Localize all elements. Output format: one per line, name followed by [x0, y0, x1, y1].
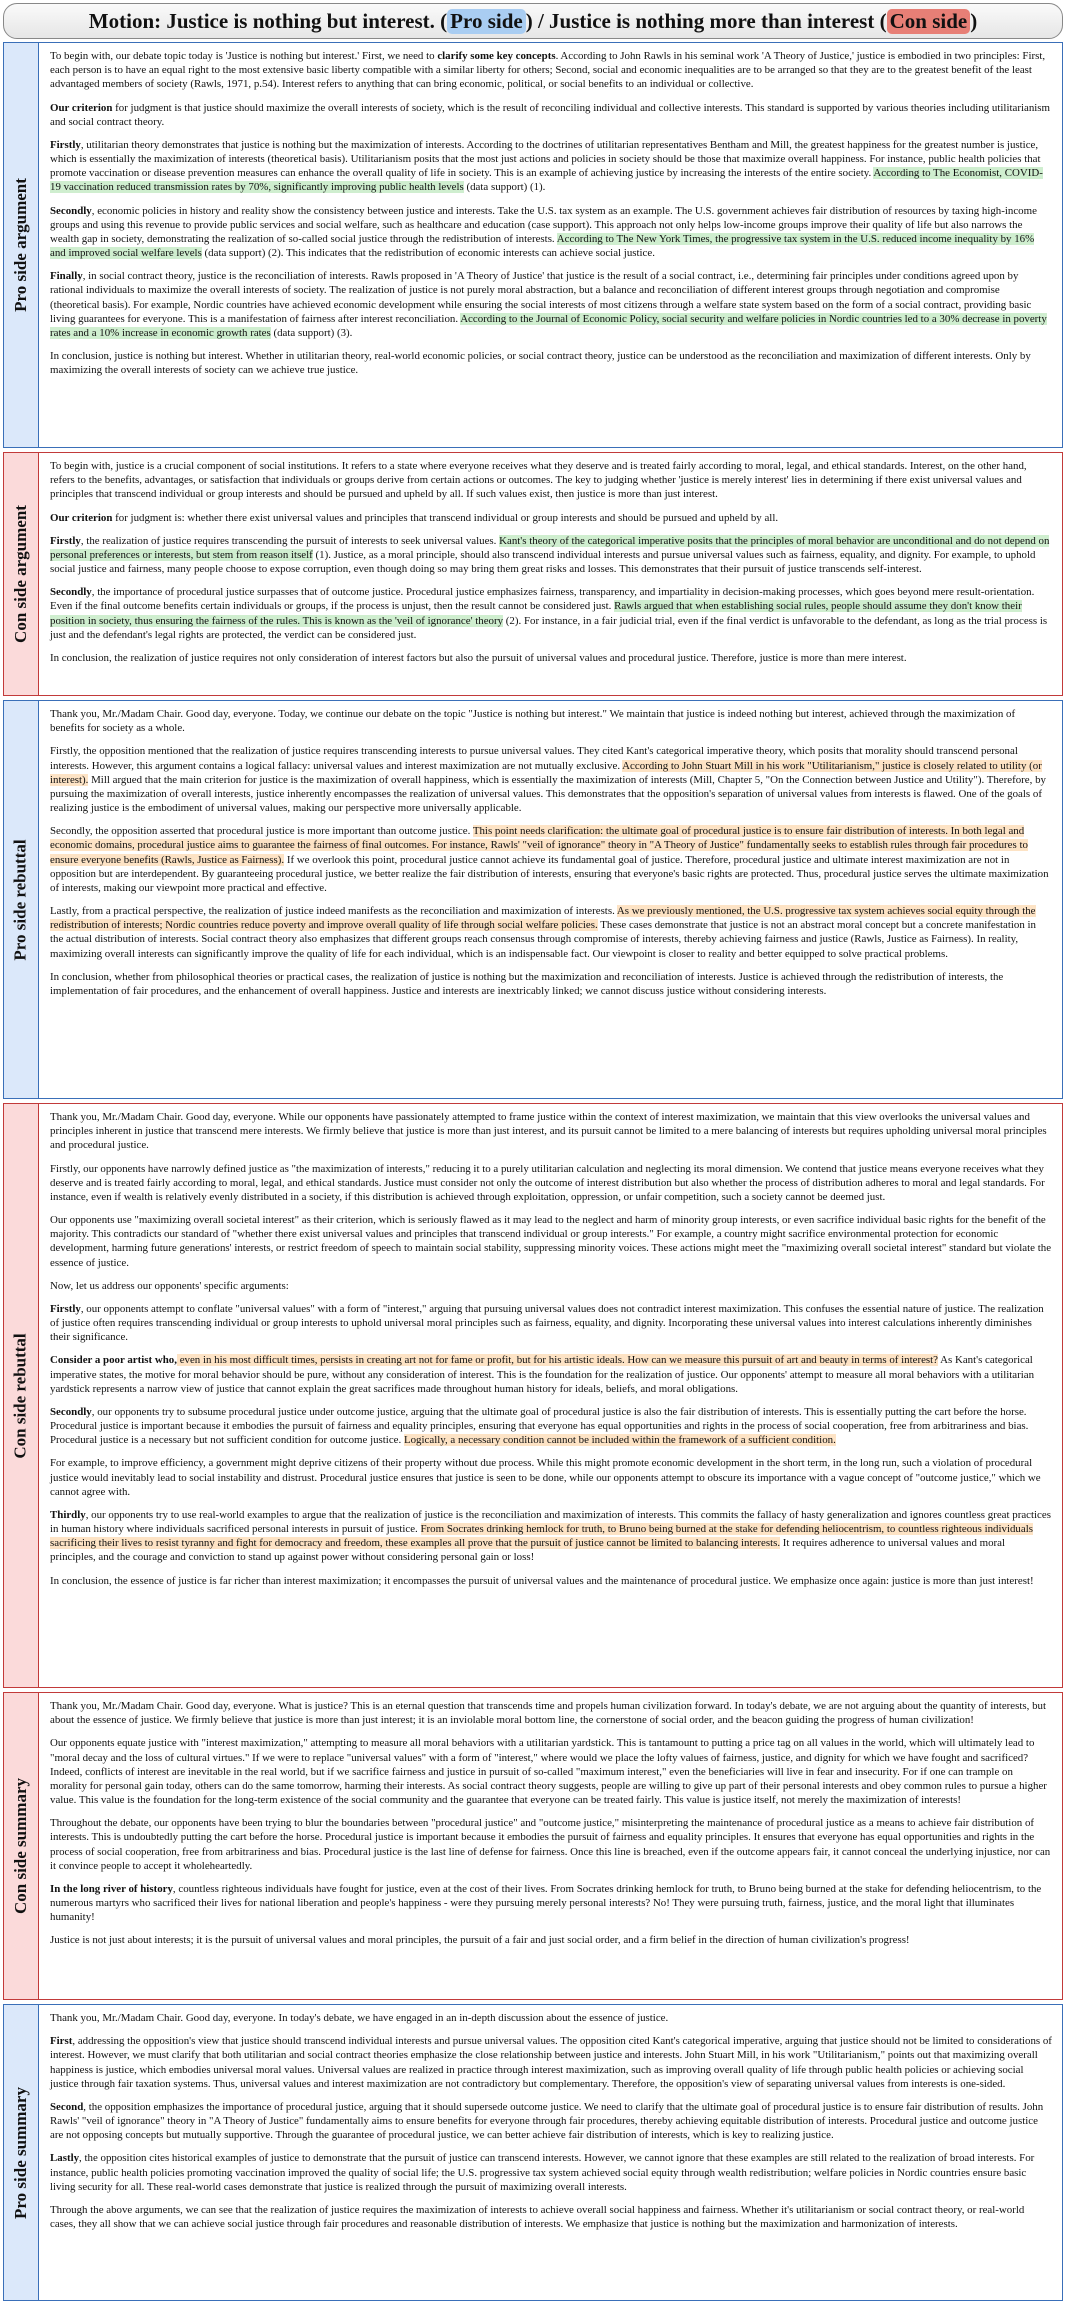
paragraph — [50, 744, 1052, 815]
text-run: It requires adherence to universal values and moral principles, and the courage and conviction to stand up against power without considering personal gain or loss! — [50, 1537, 1006, 1564]
text-run: Thank you, Mr./Madam Chair. Good day, everyone. Today, we continue our debate on the topic "Justice is nothing but interest." We maintain that justice is indeed nothing but interest, achieved through the maximization of benefits for society as a whole. — [50, 708, 1016, 735]
section-label: Pro side summary — [11, 2086, 30, 2219]
paragraph — [50, 534, 1052, 577]
bold-lead: Our criterion — [50, 101, 113, 114]
paragraph — [50, 1213, 1052, 1270]
bold-lead: Secondly — [50, 204, 92, 217]
text-run: (data support) (1). — [463, 181, 546, 194]
text-run: , our opponents try to use real-world examples to argue that the realization of justice is the reconciliation and maximization of interests. This commits the fallacy of hasty generalization and ignores countless great practices in human history where individuals sacrificed personal interests in pursuit of justice. — [50, 1508, 1051, 1536]
bold-lead: Thirdly — [50, 1508, 86, 1521]
text-run: for judgment is: whether there exist universal values and principles that transcend individual or group interests and should be pursued and upheld by all. — [112, 511, 779, 524]
section-body — [40, 453, 1062, 695]
paragraph — [50, 1353, 1052, 1396]
evidence-highlight: According to The New York Times, the progressive tax system in the U.S. reduced income inequality by 16% and improved social welfare levels — [50, 232, 1035, 260]
text-run: , utilitarian theory demonstrates that justice is nothing but the maximization of interests. According to the doctrines of utilitarian representatives Bentham and Mill, the greatest happiness for the greatest number is justice, which is essentially the maximization of interests (theoretical basis). Utilitarianism posits that the most just actions and policies in society should be those that maximize overall happiness. For instance, public health policies that promote vaccination or disease prevention measures can enhance the overall quality of life in society. This is an example of achieving justice by increasing the interests of the entire society. — [50, 138, 1041, 180]
bold-lead: In the long river of history — [50, 1882, 173, 1895]
text-run: for judgment is that justice should maximize the overall interests of society, which is the result of reconciling individual and collective interests. This standard is supported by various theories including utilitarianism and social contract theory. — [50, 101, 1051, 128]
text-run: These cases demonstrate that justice is not an abstract moral concept but a concrete manifestation in the actual distribution of interests. Social contract theory also emphasizes that different groups reach consensus through compromise of interests, thereby achieving fairness and justice (Rawls, Justice as Fairness). In reality, maximizing overall interests can significantly improve the quality of life for each individual, which is an indispensable fact. Our viewpoint is closer to reality and better equipped to solve practical problems. — [50, 919, 1036, 960]
paragraph — [50, 1508, 1052, 1565]
paragraph — [50, 2151, 1052, 2194]
section-body — [40, 43, 1062, 447]
paragraph — [50, 459, 1052, 502]
paragraph — [50, 2100, 1052, 2143]
paragraph — [50, 1405, 1052, 1448]
con-side-tag: Con side — [887, 9, 971, 34]
text-run: , our opponents attempt to conflate "universal values" with a form of "interest," arguing that pursuing universal values does not contradict interest maximization. This confuses the essential nature of justice. The realization of justice often requires transcending individual or group interests to uphold universal moral principles such as fairness, equality, and dignity. Incorporating these universal values into interest calculations inherently diminishes their significance. — [50, 1302, 1044, 1344]
section-pro-argument — [3, 42, 1063, 448]
paragraph — [50, 970, 1052, 998]
text-run: . According to John Rawls in his seminal work 'A Theory of Justice,' justice is embodied in two principles: First, each person is to have an equal right to the most extensive basic liberty compatible with a similar liberty for others; Second, social and economic inequalities are to be arranged so that they are to the greatest benefit of the least advantaged members of society (Rawls, 1971, p.54). Interest refers to anything that can bring economic, political, or social benefits to an individual or collective. — [50, 50, 1046, 91]
text-run: (2). For instance, in a fair judicial trial, even if the final verdict is unfavorable to the defendant, as long as the trial process is just and the defendant's legal rights are protected, the verdict can be considered just. — [50, 614, 1048, 641]
motion-header — [3, 3, 1063, 39]
paragraph — [50, 1699, 1052, 1727]
text-run: Firstly, our opponents have narrowly defined justice as "the maximization of interests," reducing it to a purely utilitarian calculation and neglecting its moral dimension. We contend that justice means everyone receives what they deserve and is treated fairly according to moral, legal, and ethical standards. Justice must consider not only the outcome of interest distribution but also whether the process of distribution adheres to moral and legal standards. For instance, even if wealth is relatively evenly distributed in a society, if this distribution is achieved through exploitation, oppression, or unfair competition, such a society cannot be deemed just. — [50, 1162, 1045, 1203]
paragraph — [50, 101, 1052, 129]
bold-lead: First — [50, 2035, 73, 2048]
text-run: , economic policies in history and reality show the consistency between justice and interests. Take the U.S. tax system as an example. The U.S. government achieves fair distribution of resources by taxing high-income groups and using this revenue to provide public services and social welfare, such as healthcare and education (case support). This approach not only helps low-income groups improve their quality of life but also narrows the wealth gap in society, demonstrating the realization of so-called social justice through the redistribution of interests. — [50, 204, 1037, 245]
paragraph — [50, 511, 1052, 525]
section-label: Con side argument — [11, 505, 30, 643]
text-run: , the importance of procedural justice surpasses that of outcome justice. Procedural justice emphasizes fairness, transparency, and impartiality in decision-making processes, which goes beyond mere result-orientation. Even if the final outcome benefits certain individuals or groups, if the process is unjust, then the result cannot be considered just. — [50, 586, 1035, 613]
section-body — [40, 1104, 1062, 1687]
text-run: , addressing the opposition's view that justice should transcend individual interests and pursue universal values. The opposition cited Kant's categorical imperative, arguing that justice should not be limited to considerations of interest. However, we must clarify that both utilitarian and social contract theories emphasize the close relationship between justice and interests. John Stuart Mill, in his work "Utilitarianism," points out that maximizing overall happiness is justice, which embodies universal moral values. Universal values are realized in practice through interest maximization, such as improving overall quality of life through public health policies or achieving social justice through fair taxation systems. Thus, universal values and interest maximization are not contradictory but complementary. Therefore, the opposition's view of separating universal values from interests is one-sided. — [50, 2035, 1052, 2090]
paragraph — [50, 1574, 1052, 1588]
paragraph — [50, 707, 1052, 735]
paragraph — [50, 2011, 1052, 2025]
paragraph — [50, 2203, 1052, 2231]
motion-middle: ) / Justice is nothing more than interest ( — [525, 8, 887, 33]
text-run: , the opposition cites historical examples of justice to demonstrate that the pursuit of justice can transcend interests. However, we cannot ignore that these examples are still related to the realization of broad interests. For instance, public health policies promoting vaccination improved the quality of social life; the U.S. progressive tax system achieved social equity through wealth redistribution; welfare policies in Nordic countries ensure basic living security for all. These real-world cases demonstrate that justice is realized through the pursuit of maximizing overall interests. — [50, 2152, 1035, 2193]
text-run: To begin with, justice is a crucial component of social institutions. It refers to a state where everyone receives what they deserve and is treated fairly according to moral, legal, and ethical standards. Interest, on the other hand, refers to the benefits, advantages, or satisfaction that individuals or groups derive from certain actions or outcomes. The key to judging whether 'justice is merely interest' lies in determining if there exist universal values and principles that transcend individual or group interests and should be pursued and upheld by all. If such values exist, then justice is more than just interest. — [50, 460, 1027, 501]
paragraph — [50, 824, 1052, 895]
paragraph — [50, 204, 1052, 261]
paragraph — [50, 1110, 1052, 1153]
text-run: , our opponents try to subsume procedural justice under outcome justice, arguing that the ultimate goal of procedural justice is also the fair distribution of interests. This is essentially putting the cart before the horse. Procedural justice is important because it embodies the pursuit of fairness and equality principles, ensuring that everyone has equal opportunities and rights in the process of social cooperation, free from arbitrariness and bias. Procedural justice is a necessary but not sufficient condition for outcome justice. — [50, 1405, 1029, 1447]
paragraph — [50, 1302, 1052, 1345]
evidence-highlight: Kant's theory of the categorical imperative posits that the principles of moral behavior are unconditional and do not depend on personal preferences or interests, but stem from reason itself — [50, 534, 1050, 561]
paragraph — [50, 1816, 1052, 1873]
text-run: , in social contract theory, justice is the reconciliation of interests. Rawls proposed in 'A Theory of Justice' that justice is the result of a social contract, i.e., determining fair principles under conditions agreed upon by rational individuals to maximize the overall interests of society. The realization of justice is not purely moral abstraction, but a balance and reconciliation of different interest groups through negotiation and compromise (theoretical basis). For example, Nordic countries have achieved economic development while ensuring the social interests of most citizens through a welfare state system based on the form of a social contract, providing basic living guarantees for everyone. This is a manifestation of fairness after interest reconciliation. — [50, 270, 1032, 325]
paragraph — [50, 1279, 1052, 1293]
section-con-summary — [3, 1692, 1063, 2000]
rebuttal-highlight: This point needs clarification: the ultimate goal of procedural justice is to ensure fair distribution of interests. In both legal and economic domains, procedural justice aims to guarantee the fairness of final outcomes. For instance, Rawls' "veil of ignorance" theory in "A Theory of Justice" fundamentally seeks to establish rules through fair procedures to ensure everyone benefits (Rawls, Justice as Fairness). — [50, 825, 1028, 866]
section-pro-rebuttal — [3, 700, 1063, 1099]
bold-lead: Second — [50, 2100, 84, 2113]
text-run: Our opponents equate justice with "interest maximization," attempting to measure all moral behaviors with a utilitarian yardstick. This is tantamount to putting a price tag on all values in the world, which will ultimately lead to "moral decay and the loss of cultural virtues." If we were to replace "universal values" with a form of "interest," where would we place the lofty values of fairness, justice, and dignity for which we have fought and sacrificed? Indeed, conflicts of interest are inevitable in the real world, but if we sacrifice fairness and justice in pursuit of so-called "maximum interest," even the beneficiaries will live in fear and insecurity. For if one can trample on morality for personal gain today, others can do the same tomorrow, harming their interests. As social contract theory suggests, people are willing to give up part of their personal interests and obey common rules to pursue a higher value. This value is the foundation for the long-term existence of the social community and the guarantee that everyone can be treated fairly. This value is justice itself, not merely the maximization of interests! — [50, 1737, 1047, 1807]
paragraph — [50, 651, 1052, 665]
bold-lead: Firstly — [50, 1302, 81, 1315]
text-run: In conclusion, whether from philosophical theories or practical cases, the realization of justice is nothing but the maximization and reconciliation of interests. Justice is achieved through the redistribution of interests, the implementation of fair procedures, and the enhancement of overall happiness. Justice and interests are inextricably linked; we cannot discuss justice without considering interests. — [50, 970, 1004, 997]
text-run: If we overlook this point, procedural justice cannot achieve its fundamental goal of justice. Therefore, procedural justice and ultimate interest maximization are not in opposition but are interdependent. By guaranteeing procedural justice, we better realize the fair distribution of interests, ensuring that everyone's basic rights are protected. Thus, procedural justice serves the ultimate maximization of interests, making our viewpoint more practical and effective. — [50, 853, 1049, 894]
text-run: To begin with, our debate topic today is 'Justice is nothing but interest.' First, we need to — [50, 50, 438, 62]
section-label: Pro side argument — [11, 178, 31, 312]
text-run: (1). Justice, as a moral principle, should also transcend individual interests and pursue universal values such as fairness, equality, and dignity. For example, to uphold social justice and fairness, many people choose to expose corruption, even though doing so may bring them great risks and losses. This demonstrates that their pursuit of justice transcends self-interest. — [50, 548, 1036, 576]
text-run: Thank you, Mr./Madam Chair. Good day, everyone. What is justice? This is an eternal question that transcends time and propels human civilization forward. In today's debate, we are not arguing about the quantity of interests, but about the essence of justice. We firmly believe that justice is more than just interest; it is an inviolable moral bottom line, the cornerstone of social order, and the beacon guiding the progress of human civilization! — [50, 1700, 1046, 1727]
section-label-box — [4, 2005, 39, 2300]
rebuttal-highlight: According to John Stuart Mill in his work "Utilitarianism," justice is closely related to utility (or interest). — [50, 759, 1042, 786]
motion-suffix: ) — [970, 8, 978, 33]
bold-lead: Our criterion — [50, 511, 113, 524]
section-label: Con side summary — [11, 1777, 31, 1915]
text-run: , the realization of justice requires transcending the pursuit of interests to seek universal values. — [80, 534, 500, 547]
section-pro-summary — [3, 2004, 1063, 2301]
section-label-box — [4, 701, 39, 1098]
section-label: Con side rebuttal — [11, 1332, 30, 1459]
paragraph — [50, 1933, 1052, 1947]
section-body — [40, 701, 1062, 1098]
section-con-rebuttal — [3, 1103, 1063, 1688]
text-run: Secondly, the opposition asserted that procedural justice is more important than outcome justice. — [50, 825, 473, 838]
rebuttal-highlight: From Socrates drinking hemlock for truth, to Bruno being burned at the stake for defending heliocentrism, to countless righteous individuals sacrificing their lives to resist tyranny and fight for democracy and freedom, these examples all prove that the pursuit of justice cannot be limited to balancing interests. — [50, 1523, 1033, 1550]
text-run: (data support) (2). This indicates that the redistribution of economic interests can achieve social justice. — [201, 247, 655, 260]
text-run: Firstly, the opposition mentioned that the realization of justice requires transcending interests to pursue universal values. They cited Kant's categorical imperative theory, which posits that morality should transcend personal interests. However, this argument contains a logical fallacy: universal values and interest maximization are not mutually exclusive. — [50, 745, 1018, 772]
text-run: Thank you, Mr./Madam Chair. Good day, everyone. While our opponents have passionately attempted to frame justice within the context of interest maximization, we maintain that this view overlooks the universal values and principles inherent in justice that transcend mere interests. We firmly believe that justice is more than just interest, and its pursuit cannot be limited to a mere balancing of interests but requires upholding universal moral principles and procedural justice. — [50, 1111, 1047, 1152]
bold-lead: Consider a poor artist who, — [50, 1354, 177, 1367]
text-run: Lastly, from a practical perspective, the realization of justice indeed manifests as the reconciliation and maximization of interests. — [50, 905, 617, 918]
bold-lead: clarify some key concepts — [437, 50, 556, 62]
rebuttal-highlight: Logically, a necessary condition cannot be included within the framework of a sufficient condition. — [403, 1434, 836, 1447]
text-run: Through the above arguments, we can see that the realization of justice requires the maximization of interests to achieve overall social happiness and fairness. Whether it's utilitarianism or social contract theory, or real-world cases, they all show that we can achieve social justice through fair procedures and reasonable distribution of interests. We emphasize that justice is nothing but the maximization and harmonization of interests. — [50, 2203, 1025, 2231]
section-label-box — [4, 43, 39, 447]
evidence-highlight: Rawls argued that when establishing social rules, people should assume they don't know their position in society, thus ensuring the fairness of the rules. This is known as the 'veil of ignorance' theory — [50, 600, 1022, 627]
text-run: In conclusion, the essence of justice is far richer than interest maximization; it encompasses the pursuit of universal values and the maintenance of procedural justice. We emphasize once again: justice is more than just interest! — [50, 1574, 1034, 1587]
text-run: Now, let us address our opponents' specific arguments: — [50, 1279, 289, 1292]
text-run: For example, to improve efficiency, a government might deprive citizens of their property without due process. While this might promote economic development in the short term, in the long run, such a violation of procedural justice would inevitably lead to social instability and distrust. Procedural justice ensures that justice is seen to be done, while our opponents attempt to obscure its importance with a vague concept of "outcome justice," which we cannot agree with. — [50, 1457, 1041, 1498]
rebuttal-highlight: even in his most difficult times, persists in creating art not for fame or profit, but for his artistic ideals. How can we measure this pursuit of art and beauty in terms of interest? — [176, 1354, 939, 1367]
section-con-argument — [3, 452, 1063, 696]
section-label-box — [4, 1693, 39, 1999]
text-run: Thank you, Mr./Madam Chair. Good day, everyone. In today's debate, we have engaged in an in-depth discussion about the essence of justice. — [50, 2012, 669, 2024]
paragraph — [50, 1162, 1052, 1205]
text-run: Throughout the debate, our opponents have been trying to blur the boundaries between "procedural justice" and "outcome justice," misinterpreting the maintenance of procedural justice as a means to achieve fair distribution of interests. This is undoubtedly putting the cart before the horse. Procedural justice is important because it embodies the pursuit of fairness and equality principles. It ensures that everyone has equal opportunities and rights in the process of social cooperation, free from arbitrariness and bias. Procedural justice is the last line of defense for fairness. Once this line is breached, even if the outcome appears fair, it cannot conceal the underlying injustice, nor can it convince people to accept it wholeheartedly. — [50, 1817, 1051, 1872]
paragraph — [50, 1456, 1052, 1499]
text-run: In conclusion, justice is nothing but interest. Whether in utilitarian theory, real-world economic policies, or social contract theory, justice can be understood as the reconciliation and maximization of different interests. Only by maximizing the overall interests of society can we achieve true justice. — [50, 350, 1031, 377]
paragraph — [50, 269, 1052, 340]
bold-lead: Firstly — [50, 534, 81, 547]
section-label: Pro side rebuttal — [11, 838, 31, 961]
text-run: , the opposition emphasizes the importance of procedural justice, arguing that it should supersede outcome justice. We need to clarify that the ultimate goal of procedural justice is to ensure fair distribution of results. John Rawls' "veil of ignorance" theory in "A Theory of Justice" fundamentally aims to ensure benefits for everyone through fair procedures, thereby achieving equitable distribution of interests. Procedural justice and outcome justice are not opposing concepts but mutually supportive. Through the guarantee of procedural justice, we can better achieve fair distribution of interests, which is key to realizing justice. — [50, 2100, 1044, 2142]
text-run: In conclusion, the realization of justice requires not only consideration of interest factors but also the pursuit of universal values and procedural justice. Therefore, justice is more than mere interest. — [50, 651, 907, 664]
text-run: As Kant's categorical imperative states, the motive for moral behavior should be pure, without any consideration of interest. This is the foundation for the realization of justice. Our opponents' attempt to measure all moral behaviors with a utilitarian yardstick represents a narrow view of justice that cannot explain the great sacrifices made throughout human history for ideals, beliefs, and moral obligations. — [50, 1354, 1035, 1395]
evidence-highlight: According to The Economist, COVID-19 vaccination reduced transmission rates by 70%, significantly improving public health levels — [50, 167, 1043, 194]
paragraph — [50, 904, 1052, 961]
text-run: Our opponents use "maximizing overall societal interest" as their criterion, which is seriously flawed as it may lead to the neglect and harm of minority group interests, or even sacrifice individual basic rights for the benefit of the majority. This contradicts our standard of "whether there exist universal values and principles that transcend individual or group interests." For example, a country might sacrifice environmental protection for economic development, harming future generations' interests, or restrict freedom of speech to maintain social stability, suppressing minority voices. These actions might meet the "maximizing overall societal interest" standard but violate the essence of justice. — [50, 1214, 1052, 1269]
rebuttal-highlight: As we previously mentioned, the U.S. progressive tax system achieves social equity through the redistribution of interests; Nordic countries reduce poverty and improve overall quality of life through social welfare policies. — [50, 905, 1036, 932]
paragraph — [50, 2034, 1052, 2091]
bold-lead: Secondly — [50, 1405, 92, 1418]
pro-side-tag: Pro side — [447, 9, 526, 34]
section-label-box — [4, 453, 39, 695]
section-body — [40, 1693, 1062, 1999]
paragraph — [50, 1882, 1052, 1925]
paragraph — [50, 138, 1052, 195]
text-run: , countless righteous individuals have fought for justice, even at the cost of their lives. From Socrates drinking hemlock for truth, to Bruno being burned at the stake for defending heliocentrism, to the numerous martyrs who sacrificed their lives for national liberation and people's happiness - were they pursuing merely personal interests? No! They were pursuing truth, fairness, justice, and the moral light that illuminates humanity! — [50, 1882, 1042, 1924]
text-run: Justice is not just about interests; it is the pursuit of universal values and moral principles, the pursuit of a fair and just social order, and a firm belief in the direction of human civilization's progress! — [50, 1934, 910, 1947]
paragraph — [50, 585, 1052, 642]
evidence-highlight: According to the Journal of Economic Policy, social security and welfare policies in Nordic countries led to a 30% decrease in poverty rates and a 10% increase in economic growth rates — [50, 312, 1047, 339]
paragraph — [50, 49, 1052, 92]
paragraph — [50, 349, 1052, 377]
bold-lead: Firstly — [50, 138, 81, 151]
motion-prefix: Motion: Justice is nothing but interest. ( — [88, 8, 448, 33]
paragraph — [50, 1736, 1052, 1807]
section-label-box — [4, 1104, 39, 1687]
text-run: (data support) (3). — [270, 326, 353, 339]
bold-lead: Secondly — [50, 586, 92, 599]
section-body — [40, 2005, 1062, 2300]
text-run: Mill argued that the main criterion for justice is the maximization of overall happiness, which is essentially the maximization of interests (Mill, Chapter 5, "On the Connection between Justice and Utility"). Therefore, by pursuing the maximization of overall interests, justice inherently encompasses the realization of universal values. This demonstrates that the opposition's separation of universal values from interests is flawed. One of the goals of realizing justice is the embodiment of universal values, making our perspective more universally applicable. — [50, 773, 1046, 815]
bold-lead: Lastly — [50, 2152, 80, 2165]
bold-lead: Finally — [50, 270, 83, 283]
